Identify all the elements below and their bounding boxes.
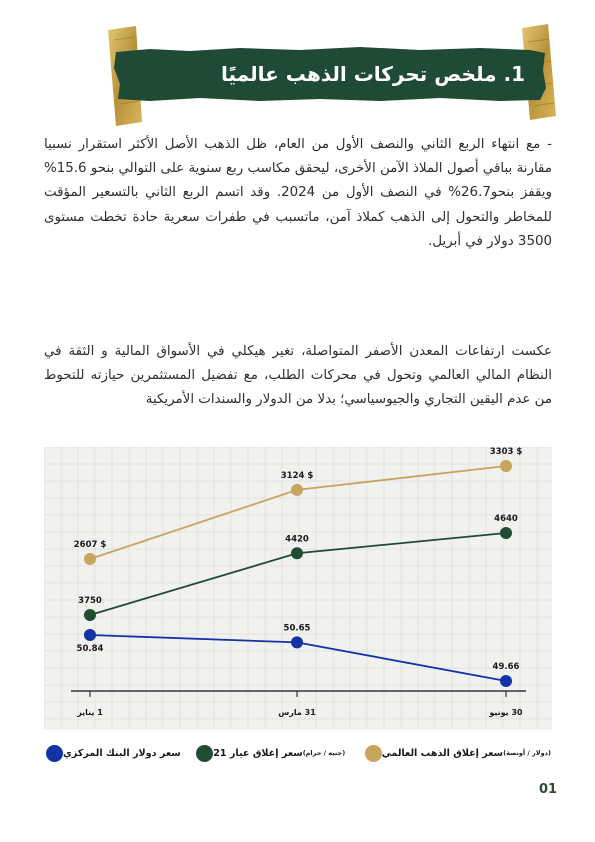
legend-dot-usd <box>46 745 63 762</box>
x-tick-label-0: 1 يناير <box>77 708 103 717</box>
legend-item-gold <box>359 745 555 762</box>
legend-unit-gold-21: (جنيه / جرام) <box>302 749 346 757</box>
data-label-gold-0: 2607 $ <box>73 540 107 550</box>
chart-legend <box>40 740 555 766</box>
data-label-gold-2: 3303 $ <box>489 447 523 457</box>
x-tick-label-2: 30 يونيو <box>489 708 523 717</box>
legend-item-usd <box>40 745 181 762</box>
data-point-usd-1 <box>291 636 303 648</box>
legend-label-gold: سعر إغلاق الذهب العالمي <box>381 747 504 759</box>
data-label-usd-2: 49.66 <box>492 662 520 672</box>
legend-unit-gold: (دولار / أونصة) <box>503 749 551 757</box>
legend-item-gold-21 <box>190 745 349 762</box>
data-label-gold-1: 3124 $ <box>280 470 314 481</box>
data-label-gold-21-1: 4420 <box>285 534 309 545</box>
data-point-usd-2 <box>500 675 512 687</box>
data-label-gold-21-2: 4640 <box>494 514 518 524</box>
data-point-gold-0 <box>84 553 96 565</box>
legend-label-gold-21: سعر إغلاق عيار 21 <box>213 747 303 759</box>
legend-dot-gold-21 <box>196 745 213 762</box>
paragraph-structural-change: عكست ارتفاعات المعدن الأصفر المتواصلة، تغير هيكلي في الأسواق المالية و الثقة في النظام المالي العالمي وتحول في محركات الطلب، مع تفضيل المستثمرين حيازته للتحوط من عدم اليقين التجاري والجيوسياسي؛ بدلا من الدولار والسندات الأمريكية <box>44 344 552 408</box>
data-point-gold-1 <box>291 484 303 496</box>
x-tick-label-1: 31 مارس <box>278 708 316 717</box>
data-point-usd-0 <box>84 629 96 641</box>
section-title: 1. ملخص تحركات الذهب عالميًا <box>221 62 525 86</box>
data-point-gold-21-1 <box>291 547 303 559</box>
data-point-gold-21-2 <box>500 527 512 539</box>
data-label-usd-0: 50.84 <box>76 644 104 654</box>
paragraph-summary: - مع انتهاء الربع الثاني والنصف الأول من العام، ظل الذهب الأصل الأكثر استقرار نسبيا مقارنة بباقي أصول الملاذ الآمن الأخرى، ليحقق مكاسب ربع سنوية على التوالي بنحو 15.6% ويقفز بنحو26.7% في النصف الأول من 2024. وقد اتسم الربع الثاني بالتسعير المؤقت للمخاطر والتحول إلى الذهب كملاذ آمن، ماتسبب في طفرات سعرية حادة تخطت مستوى 3500 دولار في أبريل. <box>44 137 552 249</box>
legend-label-usd: سعر دولار البنك المركزي <box>63 747 181 759</box>
data-label-usd-1: 50.65 <box>283 623 311 634</box>
page-number: 01 <box>539 782 558 797</box>
data-point-gold-21-0 <box>84 609 96 621</box>
data-point-gold-2 <box>500 460 512 472</box>
data-label-gold-21-0: 3750 <box>78 596 102 606</box>
gold-price-line-chart <box>44 447 552 730</box>
legend-dot-gold <box>365 745 382 762</box>
